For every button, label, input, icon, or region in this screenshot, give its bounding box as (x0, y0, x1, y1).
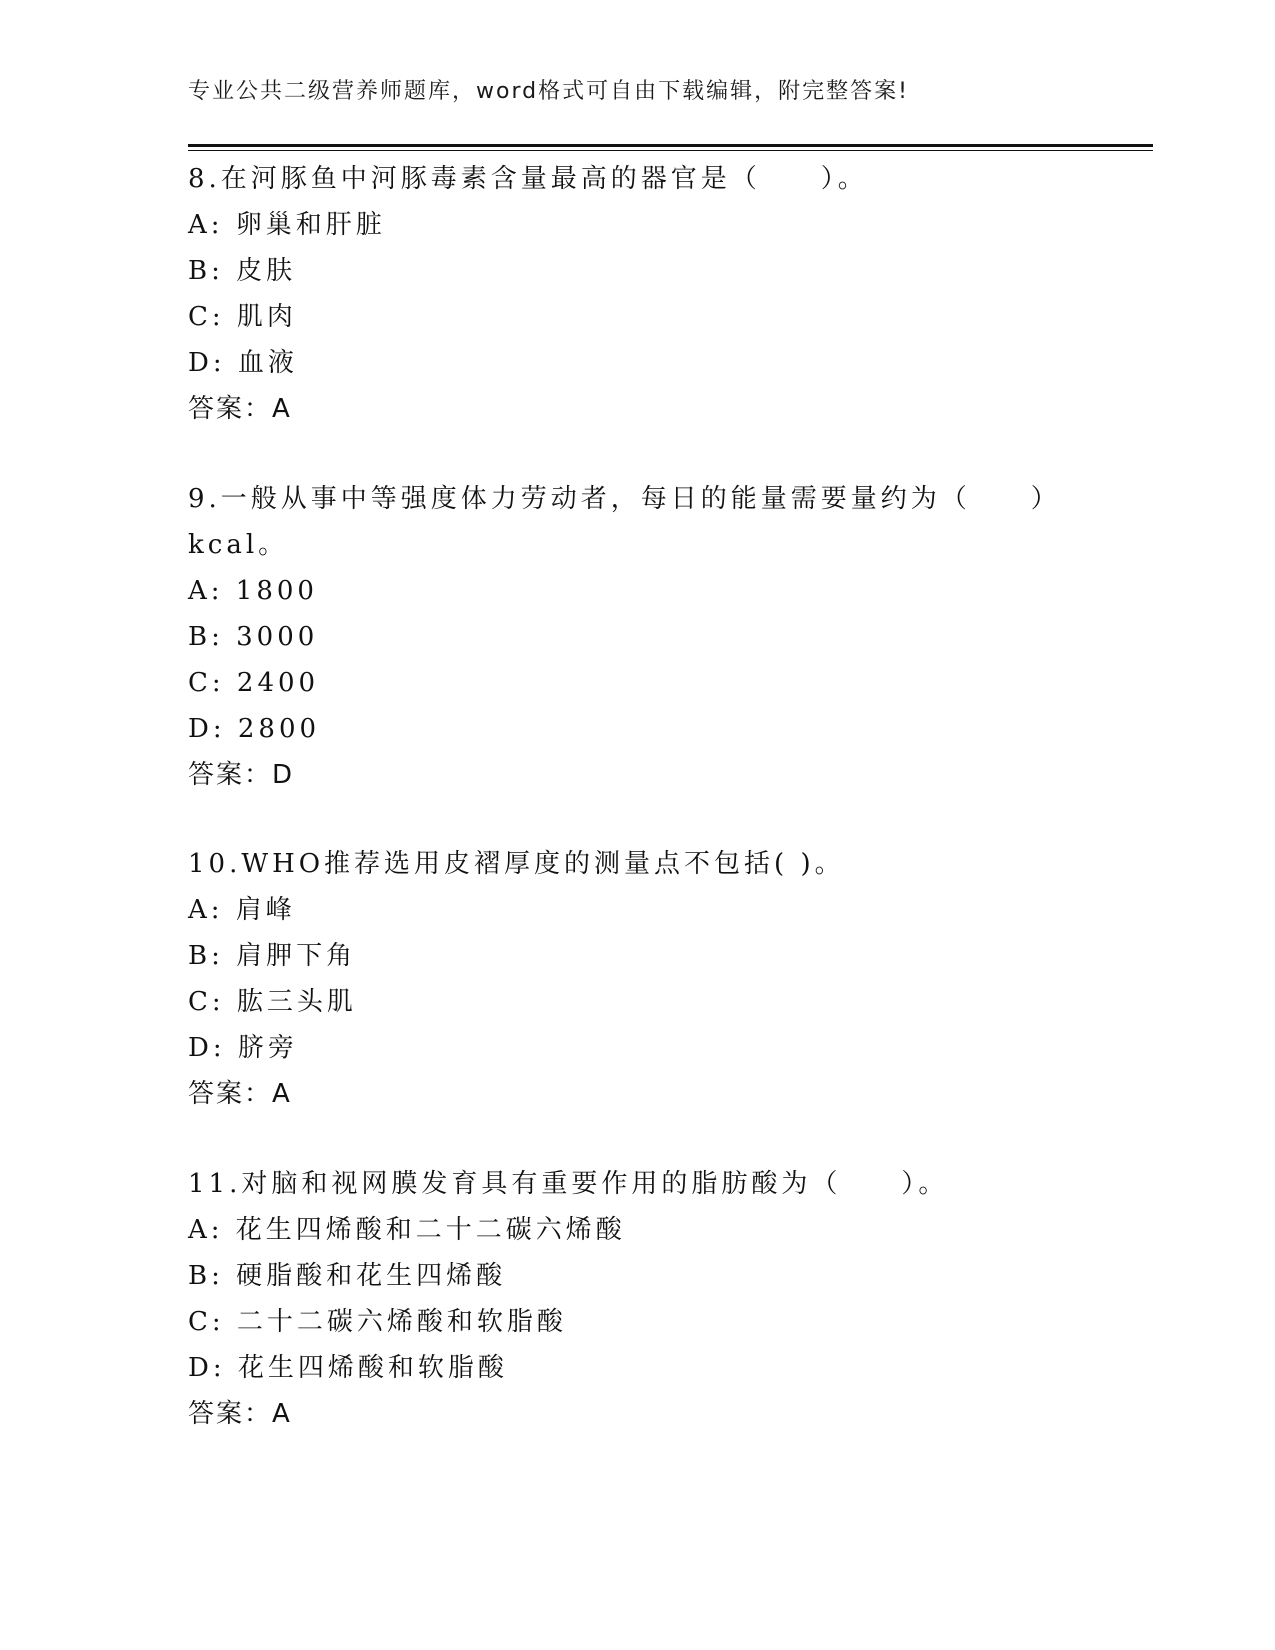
header-rule-thick (188, 144, 1153, 147)
option-d: D: 脐旁 (188, 1033, 298, 1063)
answer-line: 答案：D (188, 760, 295, 790)
question-10 (188, 841, 1088, 1117)
option-b: B: 皮肤 (188, 256, 297, 286)
option-a: A: 1800 (188, 576, 318, 606)
question-stem: 8.在河豚鱼中河豚毒素含量最高的器官是（ ）。 (188, 164, 868, 194)
question-9 (188, 476, 1088, 798)
question-8 (188, 156, 1088, 432)
option-c: C: 二十二碳六烯酸和软脂酸 (188, 1307, 567, 1337)
option-a: A: 卵巢和肝脏 (188, 210, 386, 240)
option-c: C: 肱三头肌 (188, 987, 357, 1017)
option-d: D: 2800 (188, 714, 321, 744)
option-b: B: 硬脂酸和花生四烯酸 (188, 1261, 507, 1291)
option-b: B: 3000 (188, 622, 319, 652)
header-rule-thin (188, 150, 1153, 151)
question-stem: 10.WHO推荐选用皮褶厚度的测量点不包括( )。 (188, 849, 845, 879)
answer-line: 答案：A (188, 1399, 292, 1429)
option-d: D: 血液 (188, 348, 298, 378)
page-header-text: 专业公共二级营养师题库，word格式可自由下载编辑，附完整答案! (188, 79, 909, 104)
question-stem: 9.一般从事中等强度体力劳动者，每日的能量需要量约为（ ） (188, 484, 1061, 514)
answer-line: 答案：A (188, 1079, 292, 1109)
option-c: C: 2400 (188, 668, 320, 698)
answer-line: 答案：A (188, 394, 292, 424)
option-b: B: 肩胛下角 (188, 941, 357, 971)
option-a: A: 花生四烯酸和二十二碳六烯酸 (188, 1215, 626, 1245)
option-a: A: 肩峰 (188, 895, 296, 925)
option-d: D: 花生四烯酸和软脂酸 (188, 1353, 508, 1383)
question-11 (188, 1161, 1088, 1437)
option-c: C: 肌肉 (188, 302, 297, 332)
question-stem-continued: kcal。 (188, 530, 289, 560)
question-stem: 11.对脑和视网膜发育具有重要作用的脂肪酸为（ ）。 (188, 1169, 949, 1199)
